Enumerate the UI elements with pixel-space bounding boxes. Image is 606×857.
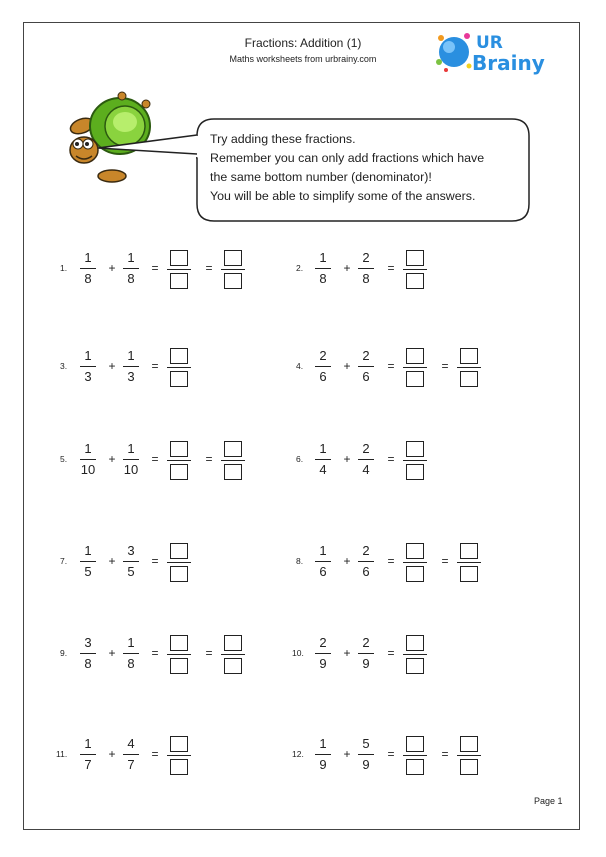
- numerator: 3: [84, 635, 92, 650]
- numerator: 1: [84, 250, 92, 265]
- denominator-answer-box[interactable]: [406, 759, 424, 775]
- denominator: 4: [362, 462, 370, 477]
- page-number: Page 1: [534, 796, 563, 806]
- problem-number: 1.: [60, 263, 68, 273]
- equals-sign: =: [205, 646, 213, 660]
- fraction-bar: [403, 562, 427, 563]
- numerator-answer-box[interactable]: [406, 441, 424, 457]
- numerator-answer-box[interactable]: [460, 543, 478, 559]
- plus-sign: +: [343, 646, 351, 660]
- problem-number: 7.: [60, 556, 68, 566]
- plus-sign: +: [343, 747, 351, 761]
- svg-text:Brainy: Brainy: [472, 51, 545, 75]
- fraction-bar: [358, 268, 374, 269]
- numerator-answer-box[interactable]: [460, 736, 478, 752]
- answer-fraction: [403, 733, 427, 779]
- equals-sign: =: [151, 452, 159, 466]
- denominator-answer-box[interactable]: [460, 759, 478, 775]
- denominator: 6: [319, 369, 327, 384]
- equals-sign: =: [387, 747, 395, 761]
- page-subtitle: Maths worksheets from urbrainy.com: [229, 54, 377, 64]
- numerator: 1: [319, 543, 327, 558]
- fraction-bar: [403, 755, 427, 756]
- instructions: [210, 130, 530, 206]
- fraction-bar: [315, 754, 331, 755]
- numerator-answer-box[interactable]: [406, 635, 424, 651]
- simplified-answer-fraction: [457, 540, 481, 586]
- numerator: 1: [319, 736, 327, 751]
- answer-fraction: [403, 540, 427, 586]
- numerator: 1: [84, 543, 92, 558]
- numerator: 4: [127, 736, 135, 751]
- urbrainy-logo: [432, 26, 552, 82]
- denominator: 3: [127, 369, 135, 384]
- denominator: 9: [362, 757, 370, 772]
- equals-sign: =: [441, 747, 449, 761]
- denominator: 9: [319, 656, 327, 671]
- answer-fraction: [403, 247, 427, 293]
- equals-sign: =: [151, 747, 159, 761]
- plus-sign: +: [343, 554, 351, 568]
- numerator: 1: [84, 441, 92, 456]
- equals-sign: =: [205, 261, 213, 275]
- numerator: 2: [362, 635, 370, 650]
- answer-fraction: [403, 345, 427, 391]
- denominator: 8: [362, 271, 370, 286]
- equals-sign: =: [151, 261, 159, 275]
- fraction-bar: [457, 755, 481, 756]
- fraction-bar: [315, 366, 331, 367]
- numerator: 1: [319, 441, 327, 456]
- denominator: 9: [362, 656, 370, 671]
- problem-2: [0, 247, 606, 293]
- numerator: 2: [362, 348, 370, 363]
- denominator: 8: [84, 271, 92, 286]
- numerator-answer-box[interactable]: [460, 348, 478, 364]
- denominator: 10: [123, 462, 139, 477]
- denominator-answer-box[interactable]: [406, 371, 424, 387]
- denominator: 7: [127, 757, 135, 772]
- numerator: 2: [362, 250, 370, 265]
- instruction-line: Remember you can only add fractions which have: [210, 151, 485, 165]
- problem-number: 10.: [292, 648, 304, 658]
- denominator-answer-box[interactable]: [460, 566, 478, 582]
- denominator-answer-box[interactable]: [406, 464, 424, 480]
- fraction-bar: [315, 268, 331, 269]
- problem-number: 6.: [296, 454, 304, 464]
- simplified-answer-fraction: [457, 345, 481, 391]
- problem-number: 5.: [60, 454, 68, 464]
- equals-sign: =: [205, 452, 213, 466]
- denominator: 7: [84, 757, 92, 772]
- numerator: 1: [84, 736, 92, 751]
- plus-sign: +: [108, 646, 116, 660]
- fraction-bar: [358, 754, 374, 755]
- numerator: 3: [127, 543, 135, 558]
- denominator: 8: [319, 271, 327, 286]
- problem-8: [0, 540, 606, 586]
- equals-sign: =: [387, 554, 395, 568]
- page-title: Fractions: Addition (1): [244, 36, 362, 50]
- equals-sign: =: [151, 554, 159, 568]
- equals-sign: =: [387, 452, 395, 466]
- fraction-bar: [358, 653, 374, 654]
- problem-number: 2.: [296, 263, 304, 273]
- denominator: 6: [362, 369, 370, 384]
- numerator: 2: [319, 635, 327, 650]
- fraction-bar: [315, 561, 331, 562]
- denominator: 8: [127, 271, 135, 286]
- problem-12: [0, 733, 606, 779]
- plus-sign: +: [343, 359, 351, 373]
- problem-number: 9.: [60, 648, 68, 658]
- fraction-bar: [457, 367, 481, 368]
- plus-sign: +: [108, 554, 116, 568]
- instruction-line: You will be able to simplify some of the answers.: [210, 189, 476, 203]
- fraction-bar: [315, 653, 331, 654]
- fraction-bar: [358, 561, 374, 562]
- plus-sign: +: [343, 261, 351, 275]
- equals-sign: =: [387, 359, 395, 373]
- denominator-answer-box[interactable]: [406, 273, 424, 289]
- plus-sign: +: [108, 452, 116, 466]
- numerator: 1: [319, 250, 327, 265]
- numerator: 5: [362, 736, 370, 751]
- equals-sign: =: [441, 359, 449, 373]
- denominator: 3: [84, 369, 92, 384]
- numerator: 1: [127, 348, 135, 363]
- answer-fraction: [403, 632, 427, 678]
- numerator-answer-box[interactable]: [406, 250, 424, 266]
- equals-sign: =: [387, 261, 395, 275]
- numerator: 1: [127, 441, 135, 456]
- numerator: 2: [362, 441, 370, 456]
- fraction-bar: [403, 460, 427, 461]
- fraction-bar: [403, 654, 427, 655]
- fraction-bar: [358, 366, 374, 367]
- problem-number: 8.: [296, 556, 304, 566]
- equals-sign: =: [151, 646, 159, 660]
- denominator: 4: [319, 462, 327, 477]
- equals-sign: =: [151, 359, 159, 373]
- denominator: 9: [319, 757, 327, 772]
- plus-sign: +: [343, 452, 351, 466]
- simplified-answer-fraction: [457, 733, 481, 779]
- numerator: 2: [319, 348, 327, 363]
- answer-fraction: [403, 438, 427, 484]
- denominator: 5: [84, 564, 92, 579]
- numerator-answer-box[interactable]: [406, 543, 424, 559]
- numerator: 1: [127, 635, 135, 650]
- numerator: 2: [362, 543, 370, 558]
- plus-sign: +: [108, 747, 116, 761]
- problem-number: 3.: [60, 361, 68, 371]
- equals-sign: =: [441, 554, 449, 568]
- numerator: 1: [84, 348, 92, 363]
- instruction-line: the same bottom number (denominator)!: [210, 170, 432, 184]
- denominator: 5: [127, 564, 135, 579]
- problem-number: 11.: [56, 749, 68, 759]
- plus-sign: +: [108, 359, 116, 373]
- numerator-answer-box[interactable]: [406, 736, 424, 752]
- denominator-answer-box[interactable]: [406, 658, 424, 674]
- fraction-bar: [403, 269, 427, 270]
- problem-number: 4.: [296, 361, 304, 371]
- problem-number: 12.: [292, 749, 304, 759]
- denominator: 10: [80, 462, 96, 477]
- speech-bubble-tail: [96, 118, 200, 168]
- fraction-bar: [358, 459, 374, 460]
- svg-text:UR: UR: [476, 33, 503, 53]
- problem-10: [0, 632, 606, 678]
- equals-sign: =: [387, 646, 395, 660]
- denominator-answer-box[interactable]: [460, 371, 478, 387]
- numerator: 1: [127, 250, 135, 265]
- fraction-bar: [457, 562, 481, 563]
- denominator: 8: [127, 656, 135, 671]
- plus-sign: +: [108, 261, 116, 275]
- instruction-line: Try adding these fractions.: [210, 132, 356, 146]
- fraction-bar: [403, 367, 427, 368]
- problem-6: [0, 438, 606, 484]
- denominator: 6: [319, 564, 327, 579]
- problem-4: [0, 345, 606, 391]
- numerator-answer-box[interactable]: [406, 348, 424, 364]
- fraction-bar: [315, 459, 331, 460]
- denominator-answer-box[interactable]: [406, 566, 424, 582]
- denominator: 6: [362, 564, 370, 579]
- denominator: 8: [84, 656, 92, 671]
